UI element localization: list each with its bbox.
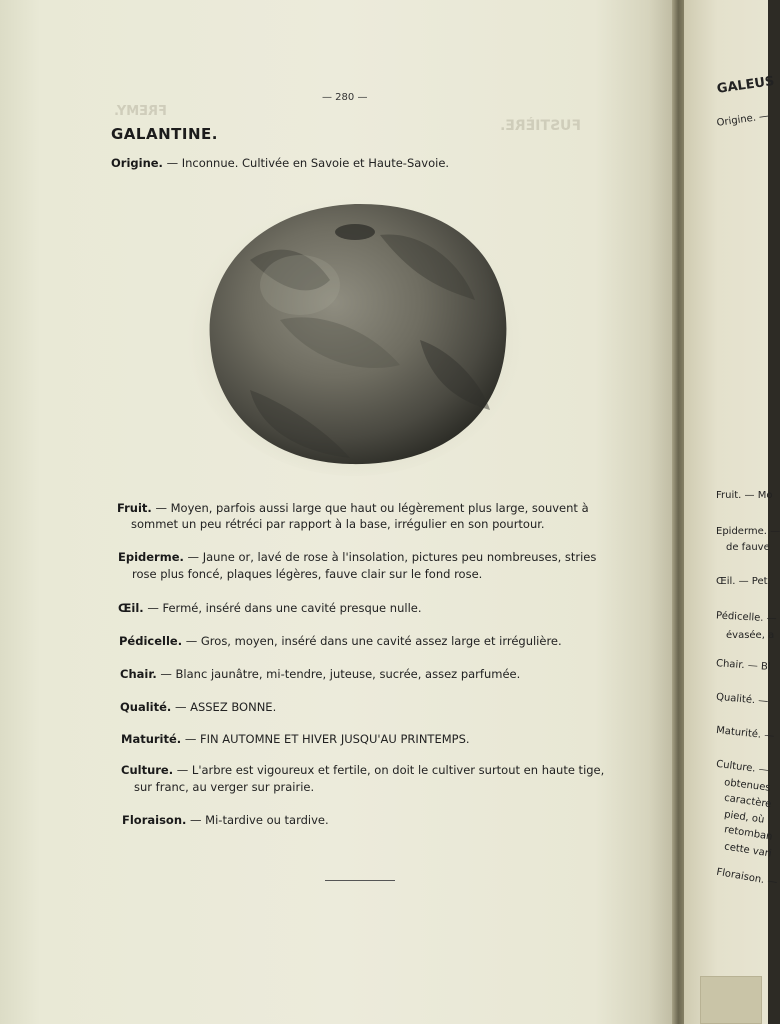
right-item: de fauve [726, 542, 770, 553]
entry-chair [120, 666, 520, 683]
right-item: caractère [723, 792, 773, 811]
entry-text: — Jaune or, lavé de rose à l'insolation, pictures peu nombreuses, stries [187, 550, 597, 564]
entry-label: Epiderme. [118, 550, 184, 564]
entry-epiderme [118, 549, 596, 566]
page-title: GALANTINE. [111, 125, 218, 143]
right-item: Floraison. — [715, 866, 779, 889]
right-item: Qualité. — [715, 691, 769, 708]
entry-text: — FIN AUTOMNE ET HIVER JUSQU'AU PRINTEMPS. [184, 732, 470, 746]
entry-text: — Gros, moyen, inséré dans une cavité assez large et irrégulière. [185, 634, 562, 648]
end-rule [325, 880, 395, 881]
right-item: Culture. — [715, 758, 770, 777]
right-item: Chair. — Bl [715, 658, 771, 673]
right-item: Fruit. — Mo [716, 490, 773, 501]
right-item: Pédicelle. — [715, 610, 777, 625]
right-item: cette vari [723, 841, 773, 860]
entry-oeil [118, 600, 422, 617]
entry-label: Pédicelle. [119, 634, 183, 648]
right-item: obtenues [723, 777, 772, 794]
right-origin: Origine. — [716, 110, 770, 129]
entry-label: Maturité. [121, 732, 182, 746]
ghost-title: FUSTIÈRE. [500, 118, 581, 134]
entry-text: — ASSEZ BONNE. [174, 700, 277, 714]
entry-culture-cont: sur franc, au verger sur prairie. [134, 780, 315, 794]
right-item: évasée, a [726, 630, 775, 641]
page-number: — 280 — [322, 92, 368, 103]
right-item: pied, où [723, 809, 766, 826]
fruit-photo [190, 190, 530, 480]
ghost-title2: FREMY. [114, 104, 167, 119]
right-item: retomban [723, 824, 774, 843]
entry-text: — L'arbre est vigoureux et fertile, on doit le cultiver surtout en haute tige, [176, 763, 605, 777]
right-item: Œil. — Pet [716, 576, 768, 587]
entry-qualite [120, 699, 276, 716]
origin-line [111, 155, 449, 172]
origin-label: Origine. [111, 156, 163, 170]
entry-label: Fruit. [117, 501, 152, 515]
entry-fruit-cont: sommet un peu rétréci par rapport à la base, irrégulier en son pourtour. [131, 517, 545, 531]
entry-maturite [121, 731, 470, 748]
entry-culture [121, 762, 604, 779]
right-page-title: GALEUS [716, 73, 776, 97]
entry-label: Floraison. [122, 813, 187, 827]
entry-text: — Fermé, inséré dans une cavité presque nulle. [147, 601, 422, 615]
corner-thumbnail [700, 976, 762, 1024]
entry-label: Œil. [118, 601, 144, 615]
entry-pedicelle [119, 633, 562, 650]
origin-text: — Inconnue. Cultivée en Savoie et Haute-Savoie. [166, 156, 450, 170]
entry-epiderme-cont: rose plus foncé, plaques légères, fauve clair sur le fond rose. [132, 567, 483, 581]
right-page [684, 0, 780, 1024]
entry-label: Culture. [121, 763, 174, 777]
entry-label: Qualité. [120, 700, 172, 714]
entry-label: Chair. [120, 667, 157, 681]
entry-text: — Moyen, parfois aussi large que haut ou légèrement plus large, souvent à [155, 501, 589, 515]
right-item: Epiderme. — [716, 526, 780, 537]
entry-text: — Blanc jaunâtre, mi-tendre, juteuse, sucrée, assez parfumée. [160, 667, 521, 681]
right-item: Maturité. — [715, 724, 775, 743]
entry-text: — Mi-tardive ou tardive. [190, 813, 329, 827]
entry-fruit [117, 500, 589, 517]
entry-floraison [122, 812, 329, 829]
